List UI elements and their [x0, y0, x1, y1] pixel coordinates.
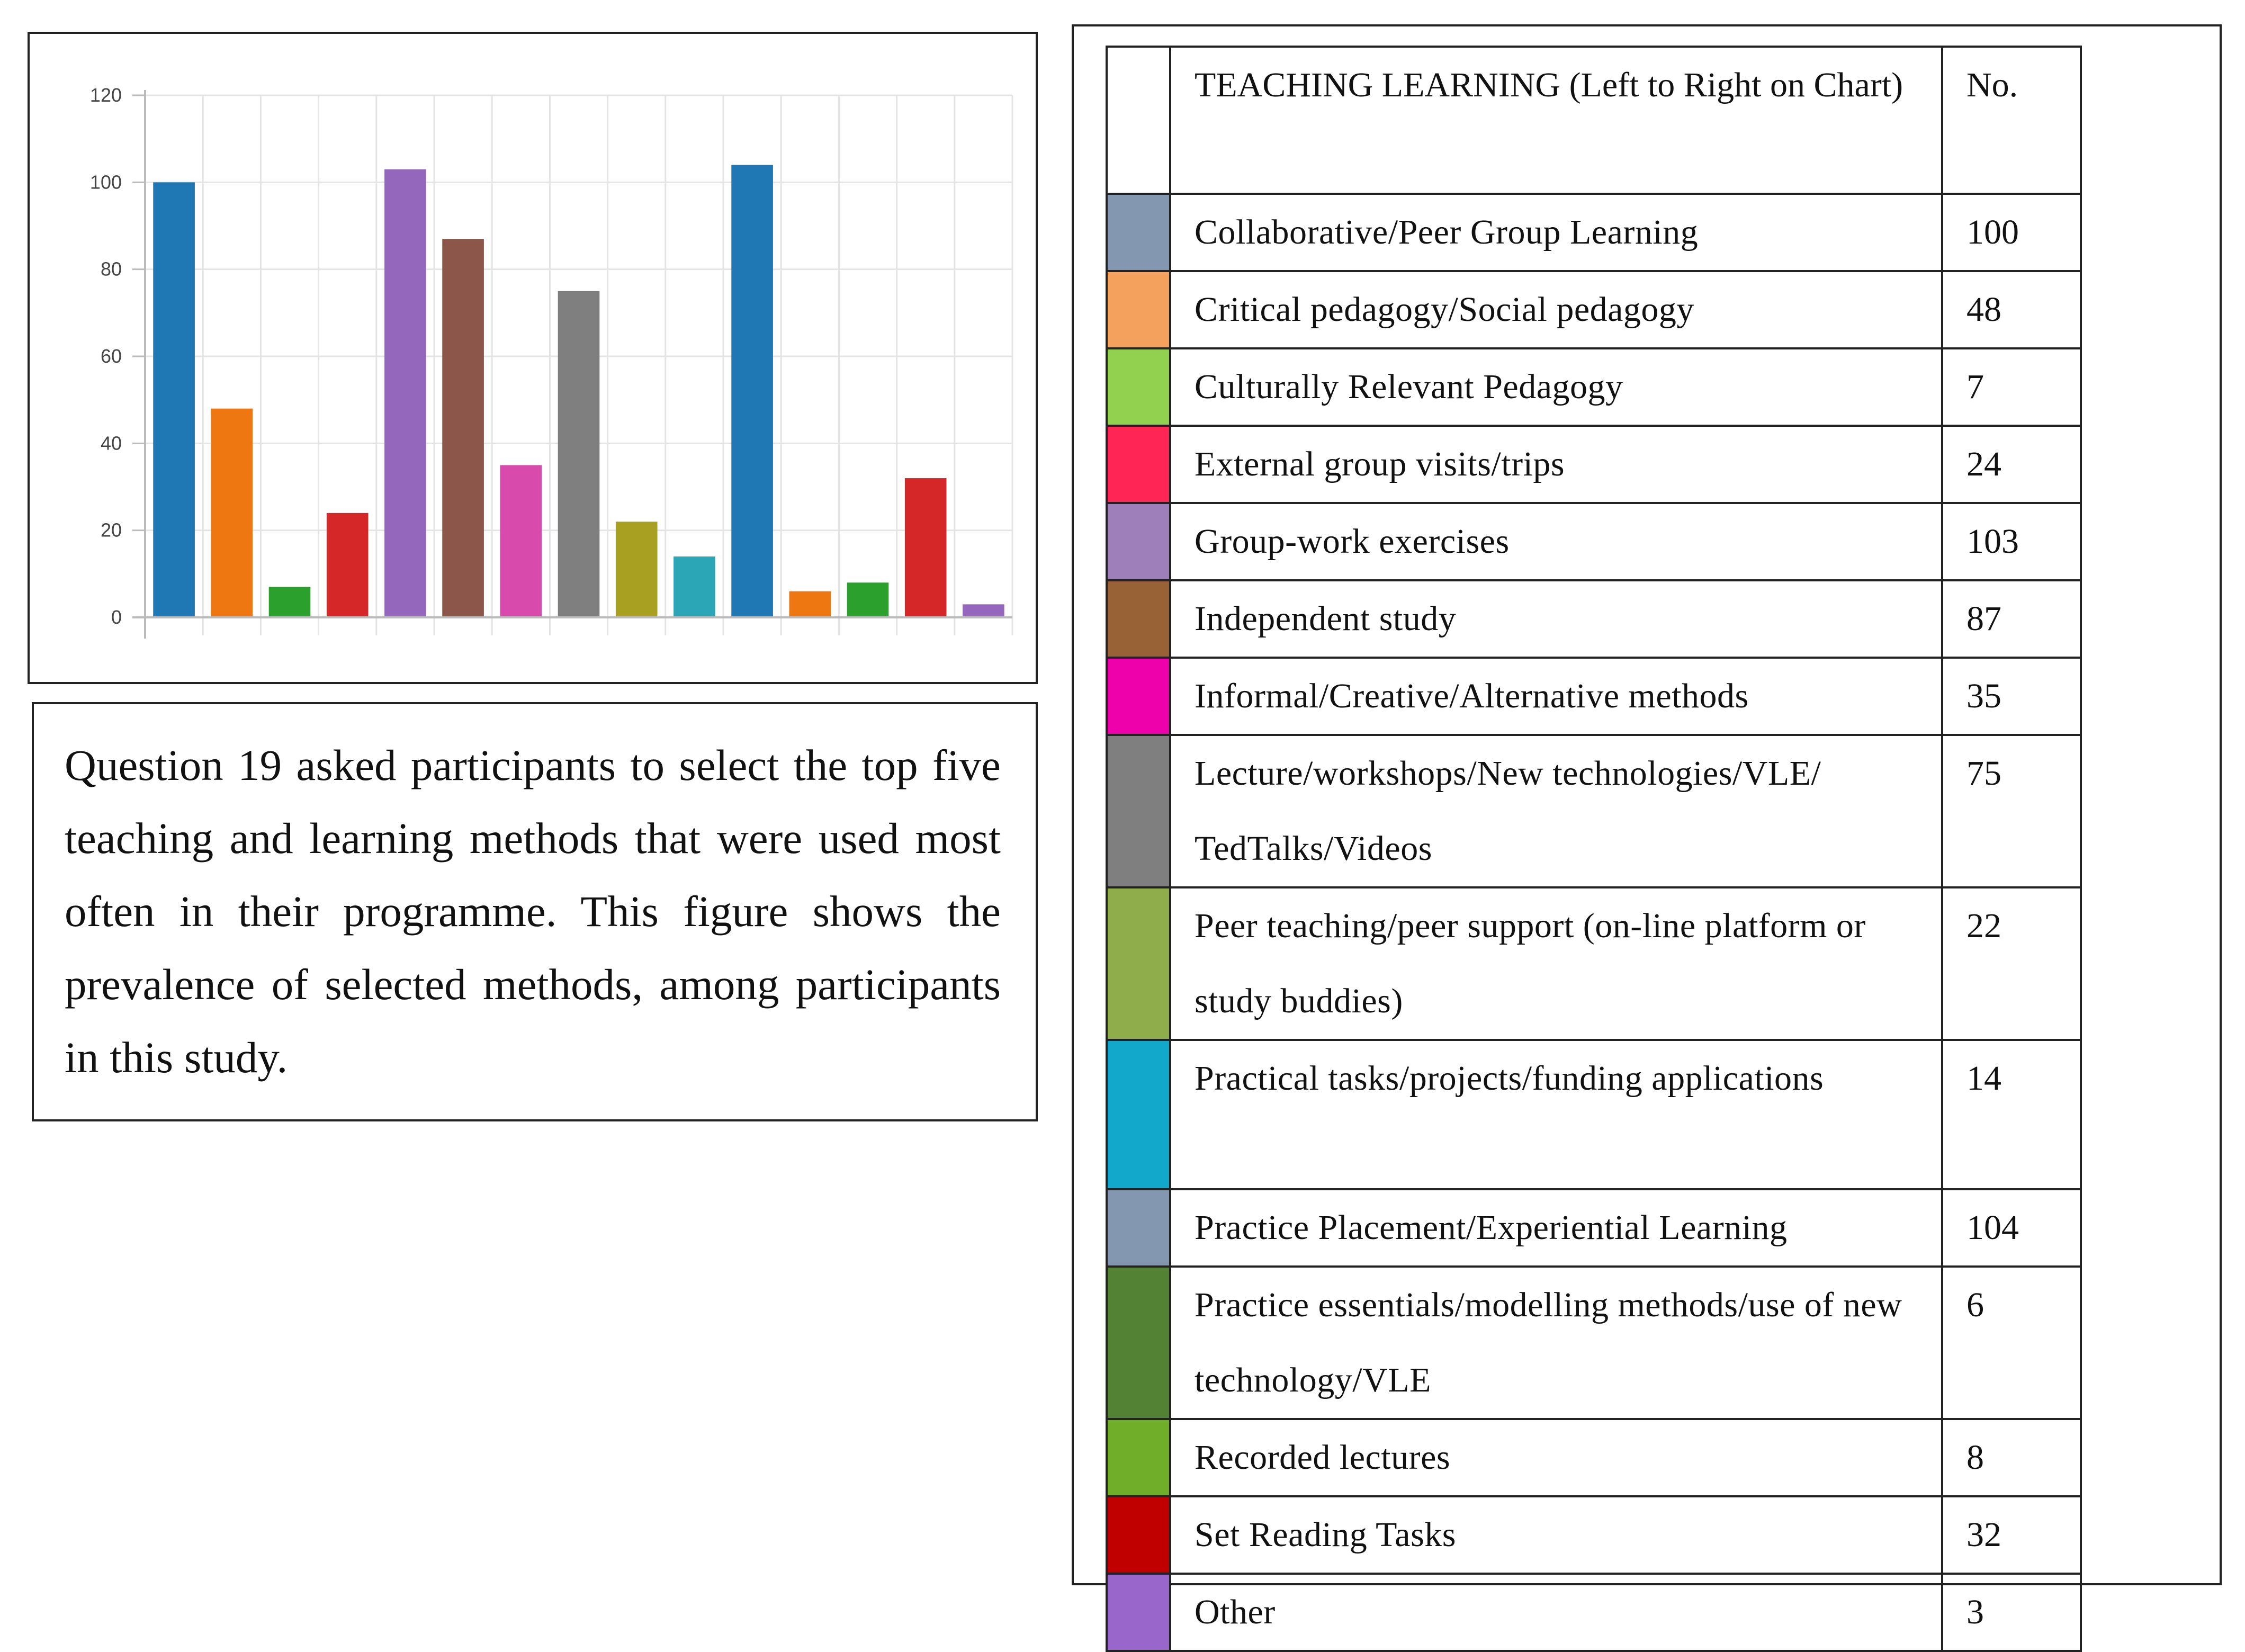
- legend-row: [1107, 1419, 2081, 1496]
- legend-method-name: Culturally Relevant Pedagogy: [1170, 348, 1942, 426]
- legend-count: 3: [1942, 1574, 2081, 1651]
- y-tick-label: 60: [100, 345, 122, 367]
- legend-table-panel: [1072, 24, 2222, 1631]
- legend-header-name: TEACHING LEARNING (Left to Right on Chart): [1170, 47, 1942, 194]
- legend-count: 103: [1942, 503, 2081, 580]
- legend-row: [1107, 658, 2081, 735]
- y-tick-label: 20: [100, 519, 122, 541]
- legend-method-name: Recorded lectures: [1170, 1419, 1942, 1496]
- legend-count: 14: [1942, 1040, 2081, 1189]
- legend-row: [1107, 1496, 2081, 1574]
- bar-2: [211, 409, 253, 617]
- legend-count: 6: [1942, 1267, 2081, 1419]
- legend-color-swatch: [1107, 1189, 1170, 1267]
- legend-row: [1107, 503, 2081, 580]
- legend-header-num: No.: [1942, 47, 2081, 194]
- bar-6: [442, 239, 484, 617]
- legend-color-swatch: [1107, 658, 1170, 735]
- bar-5: [384, 169, 426, 617]
- bar-15: [963, 604, 1004, 617]
- legend-row: [1107, 735, 2081, 887]
- legend-row: [1107, 1267, 2081, 1419]
- legend-count: 24: [1942, 426, 2081, 503]
- bar-12: [789, 591, 831, 617]
- legend-row: [1107, 194, 2081, 271]
- y-tick-label: 100: [89, 171, 122, 193]
- bar-11: [731, 165, 773, 617]
- legend-color-swatch: [1107, 1496, 1170, 1574]
- legend-count: 35: [1942, 658, 2081, 735]
- figure-caption: Question 19 asked participants to select the top five teaching and learning methods that were used most often in their programme. This figure shows the prevalence of selected methods, among participants in this study.: [65, 741, 1001, 1082]
- legend-method-name: Other: [1170, 1574, 1942, 1651]
- legend-header-swatch: [1107, 47, 1170, 194]
- bar-9: [616, 522, 658, 617]
- legend-count: 87: [1942, 580, 2081, 658]
- bar-13: [847, 582, 889, 617]
- legend-color-swatch: [1107, 1419, 1170, 1496]
- legend-color-swatch: [1107, 735, 1170, 887]
- legend-method-name: Practice essentials/modelling methods/use of new technology/VLE: [1170, 1267, 1942, 1419]
- y-tick-label: 80: [100, 258, 122, 280]
- bar-3: [269, 587, 311, 617]
- legend-color-swatch: [1107, 348, 1170, 426]
- legend-row: [1107, 1040, 2081, 1189]
- y-tick-label: 0: [111, 606, 122, 628]
- y-tick-label: 40: [100, 432, 122, 454]
- legend-count: 75: [1942, 735, 2081, 887]
- y-tick-label: 120: [89, 84, 122, 106]
- legend-color-swatch: [1107, 887, 1170, 1040]
- legend-table: [1106, 46, 2082, 1652]
- legend-method-name: Peer teaching/peer support (on-line platform or study buddies): [1170, 887, 1942, 1040]
- legend-color-swatch: [1107, 503, 1170, 580]
- legend-row: [1107, 1189, 2081, 1267]
- bar-14: [905, 478, 947, 617]
- legend-method-name: Set Reading Tasks: [1170, 1496, 1942, 1574]
- legend-method-name: Collaborative/Peer Group Learning: [1170, 194, 1942, 271]
- legend-color-swatch: [1107, 1267, 1170, 1419]
- legend-color-swatch: [1107, 271, 1170, 348]
- legend-color-swatch: [1107, 1040, 1170, 1189]
- bar-4: [327, 513, 369, 617]
- legend-row: [1107, 580, 2081, 658]
- legend-method-name: Practice Placement/Experiential Learning: [1170, 1189, 1942, 1267]
- legend-header-row: [1107, 47, 2081, 194]
- legend-color-swatch: [1107, 1574, 1170, 1651]
- caption-panel: [32, 702, 1038, 1121]
- legend-count: 8: [1942, 1419, 2081, 1496]
- legend-color-swatch: [1107, 194, 1170, 271]
- legend-row: [1107, 1574, 2081, 1651]
- legend-count: 22: [1942, 887, 2081, 1040]
- legend-method-name: Critical pedagogy/Social pedagogy: [1170, 271, 1942, 348]
- legend-method-name: Lecture/workshops/New technologies/VLE/ TedTalks/Videos: [1170, 735, 1942, 887]
- legend-count: 104: [1942, 1189, 2081, 1267]
- legend-count: 100: [1942, 194, 2081, 271]
- legend-color-swatch: [1107, 426, 1170, 503]
- bar-1: [153, 182, 195, 617]
- legend-method-name: External group visits/trips: [1170, 426, 1942, 503]
- legend-row: [1107, 887, 2081, 1040]
- legend-method-name: Independent study: [1170, 580, 1942, 658]
- legend-method-name: Practical tasks/projects/funding applications: [1170, 1040, 1942, 1189]
- legend-color-swatch: [1107, 580, 1170, 658]
- bar-chart-panel: [28, 32, 1038, 684]
- bar-7: [500, 465, 542, 617]
- legend-row: [1107, 271, 2081, 348]
- bar-8: [558, 291, 600, 617]
- legend-count: 7: [1942, 348, 2081, 426]
- legend-method-name: Informal/Creative/Alternative methods: [1170, 658, 1942, 735]
- legend-method-name: Group-work exercises: [1170, 503, 1942, 580]
- legend-row: [1107, 426, 2081, 503]
- legend-count: 32: [1942, 1496, 2081, 1574]
- legend-count: 48: [1942, 271, 2081, 348]
- bar-chart: [30, 34, 1036, 682]
- bar-10: [673, 556, 715, 617]
- legend-row: [1107, 348, 2081, 426]
